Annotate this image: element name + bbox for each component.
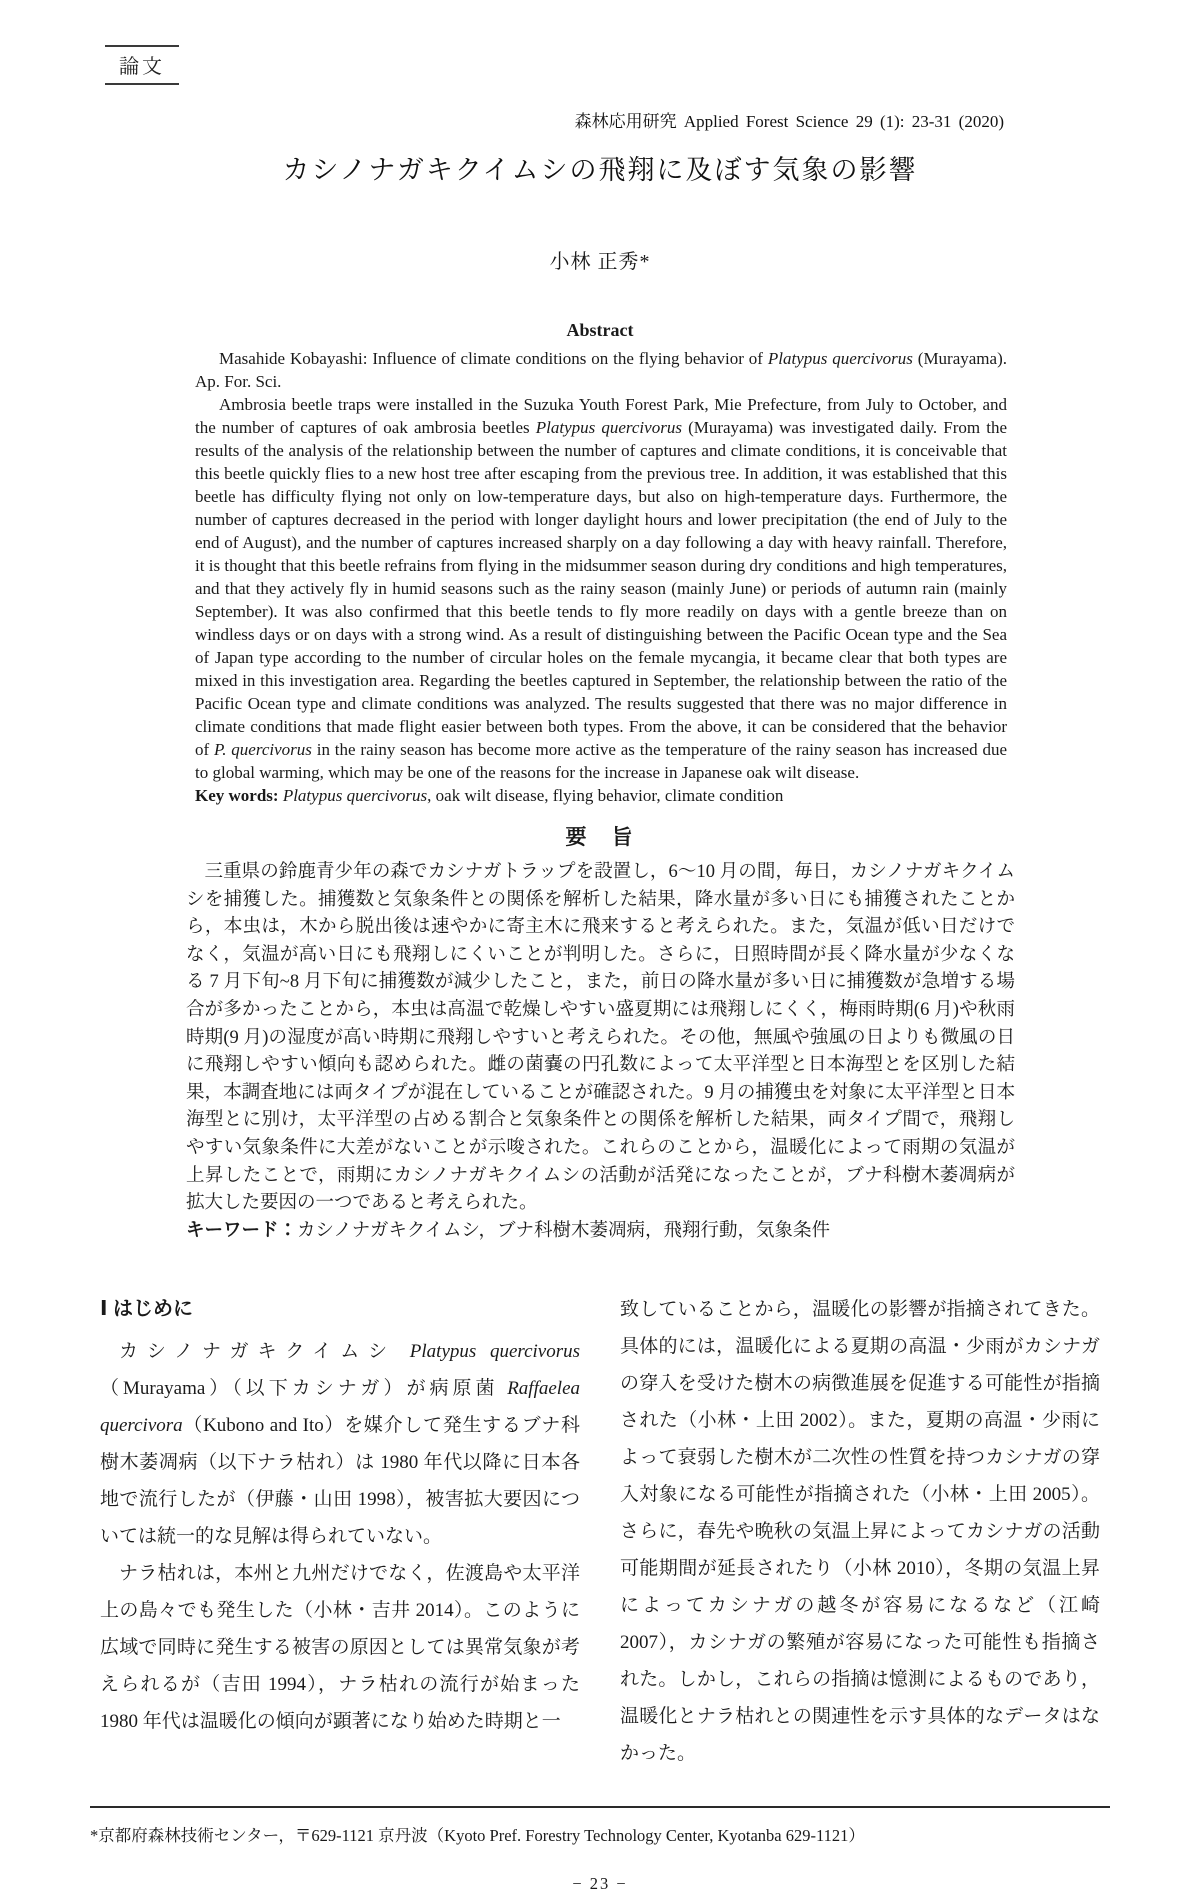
section-heading-introduction: Ⅰ はじめに: [100, 1298, 193, 1321]
intro-paragraph-3: 致していることから，温暖化の影響が指摘されてきた。具体的には，温暖化による夏期の高温・少雨がカシナガの穿入を受けた樹木の病徴進展を促進する可能性が指摘された（小林・上田 2002）。また，夏期の高温・少雨によって衰弱した樹木が二次性の性質を持つカシナガの穿入対象になる可能性が指摘された（小林・上田 2005）。さらに，春先や晩秋の気温上昇によってカシナガの活動可能期間が延長されたり（小林 2010），冬期の気温上昇によってカシナガの越冬が容易になるなど（江崎 2007），カシナガの繁殖が容易になった可能性も指摘された。しかし，これらの指摘は憶測によるものであり，温暖化とナラ枯れとの関連性を示す具体的なデータはなかった。: [620, 1299, 1100, 1765]
footnote-divider: [90, 1806, 1110, 1808]
abstract-citation-line: Masahide Kobayashi: Influence of climate conditions on the flying behavior of Platypus quercivorus (Murayama). Ap. For. Sci.: [195, 349, 1007, 391]
keywords-japanese: キーワード：カシノナガキクイムシ，ブナ科樹木萎凋病，飛翔行動，気象条件: [186, 1220, 831, 1241]
abstract-japanese: [186, 859, 1015, 1245]
category-label: 論文: [105, 45, 179, 85]
journal-citation: 森林応用研究 Applied Forest Science 29 (1): 23-31 (2020): [574, 112, 1004, 131]
japanese-abstract-heading: 要 旨: [565, 825, 635, 849]
abstract-body: Ambrosia beetle traps were installed in the Suzuka Youth Forest Park, Mie Prefecture, from July to October, and the number of captures of oak ambrosia beetles Platypus quercivorus (Murayama) was investigated daily. From the results of the analysis of the relationship between the number of captures and climate conditions, it is conceivable that this beetle quickly flies to a new host tree after escaping from the previous tree. In addition, it was established that this beetle has difficulty flying not only on low-temperature days, but also on high-temperature days. Furthermore, the number of captures decreased in the period with longer daylight hours and lower precipitation (the end of July to the end of August), and the number of captures increased sharply on a day following a day with heavy rainfall. Therefore, it is thought that this beetle refrains from flying in the midsummer season during dry conditions and high temperatures, and that they actively fly in humid seasons such as the rainy season (mainly June) or periods of autumn rain (mainly September). It was also confirmed that this beetle tends to fly more readily on days with a gentle breeze than on windless days or on days with a strong wind. As a result of distinguishing between the Pacific Ocean type and the Sea of Japan type according to the number of circular holes on the female mycangia, it became clear that both types are mixed in this investigation area. Regarding the beetles captured in September, the relationship between the ratio of the Pacific Ocean type and climate conditions was analyzed. The results suggested that there was no major difference in climate conditions that made flight easier between both types. From the above, it can be considered that the behavior of P. quercivorus in the rainy season has become more active as the temperature of the rainy season has increased due to global warming, which may be one of the reasons for the increase in Japanese oak wilt disease.: [195, 395, 1007, 782]
abstract-heading: Abstract: [566, 320, 634, 340]
paper-title: カシノナガキクイムシの飛翔に及ぼす気象の影響: [282, 155, 918, 185]
intro-paragraph-1: カシノナガキクイムシ Platypus quercivorus（Murayama）（以下カシナガ）が病原菌 Raffaelea quercivora（Kubono and Ito）を媒介して発生するブナ科樹木萎凋病（以下ナラ枯れ）は 1980 年代以降に日本各地で流行したが（伊藤・山田 1998），被害拡大要因については統一的な見解は得られていない。: [100, 1341, 580, 1548]
keywords-english: Key words: Platypus quercivorus, oak wilt disease, flying behavior, climate condition: [195, 786, 784, 805]
author-name: 小林 正秀*: [549, 251, 651, 273]
left-column: [100, 1291, 580, 1772]
page-number: − 23 −: [572, 1874, 628, 1894]
main-text-columns: [100, 1291, 1100, 1772]
intro-paragraph-2: ナラ枯れは，本州と九州だけでなく，佐渡島や太平洋上の島々でも発生した（小林・吉井 2014）。このように広域で同時に発生する被害の原因としては異常気象が考えられるが（吉田 1994），ナラ枯れの流行が始まった 1980 年代は温暖化の傾向が顕著になり始めた時期と一: [100, 1563, 580, 1733]
japanese-abstract-body: 三重県の鈴鹿青少年の森でカシナガトラップを設置し，6～10 月の間，毎日，カシノナガキクイムシを捕獲した。捕獲数と気象条件との関係を解析した結果，降水量が多い日にも捕獲されたことから，本虫は，木から脱出後は速やかに寄主木に飛来すると考えられた。また，気温が低い日だけでなく，気温が高い日にも飛翔しにくいことが判明した。さらに，日照時間が長く降水量が少なくなる 7 月下旬~8 月下旬に捕獲数が減少したこと，また，前日の降水量が多い日に捕獲数が急増する場合が多かったことから，本虫は高温で乾燥しやすい盛夏期には飛翔しにくく，梅雨時期(6 月)や秋雨時期(9 月)の湿度が高い時期に飛翔しやすいと考えられた。その他，無風や強風の日よりも微風の日に飛翔しやすい傾向も認められた。雌の菌嚢の円孔数によって太平洋型と日本海型とを区別した結果，本調査地には両タイプが混在していることが確認された。9 月の捕獲虫を対象に太平洋型と日本海型とに別け，太平洋型の占める割合と気象条件との関係を解析した結果，両タイプ間で，飛翔しやすい気象条件に大差がないことが示唆された。これらのことから，温暖化によって雨期の気温が上昇したことで，雨期にカシノナガキクイムシの活動が活発になったことが，ブナ科樹木萎凋病が拡大した要因の一つであると考えられた。: [186, 862, 1015, 1214]
right-column: [620, 1291, 1100, 1772]
abstract-english: [195, 347, 1007, 807]
author-affiliation-footnote: *京都府森林技術センター，〒629-1121 京丹波（Kyoto Pref. Forestry Technology Center, Kyotanba 629-1121）: [90, 1826, 865, 1846]
